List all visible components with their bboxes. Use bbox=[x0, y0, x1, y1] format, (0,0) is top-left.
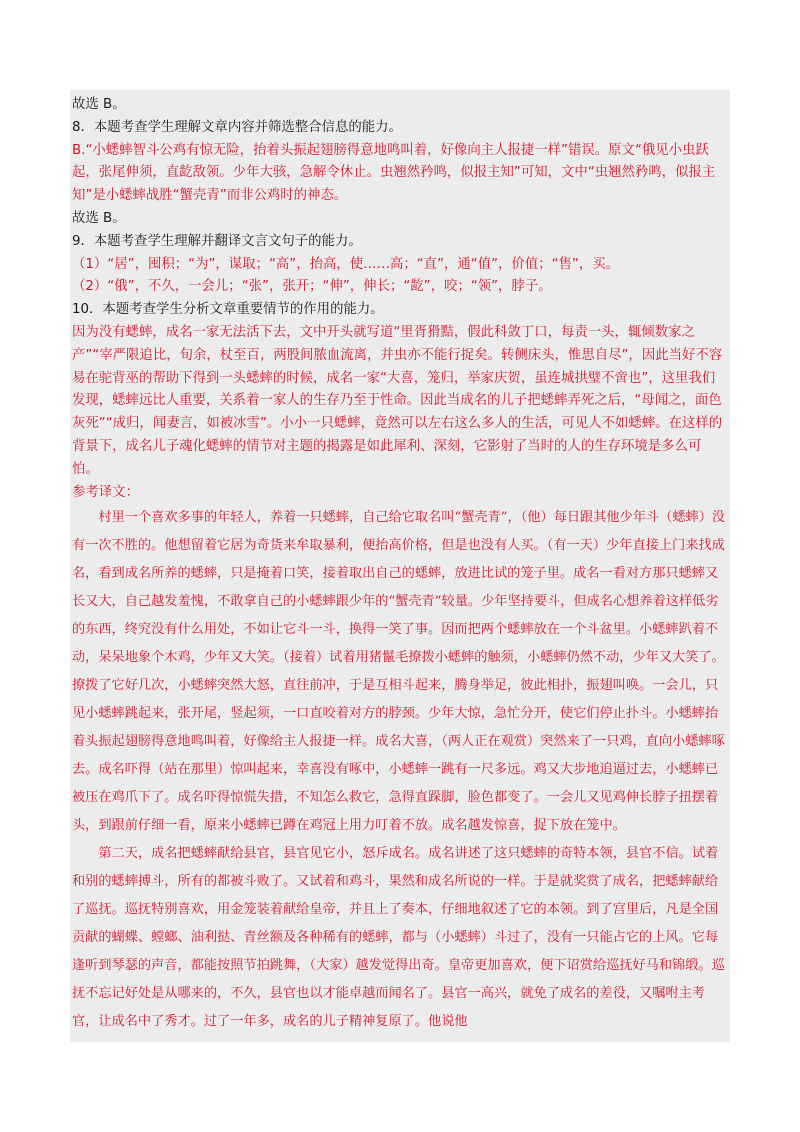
answer-line-2: 故选 B。 bbox=[72, 210, 126, 226]
question-9-heading: 9．本题考查学生理解并翻译文言文句子的能力。 bbox=[72, 233, 362, 249]
question-10-heading: 10．本题考查学生分析文章重要情节的作用的能力。 bbox=[72, 302, 384, 318]
question-8-explanation: B.“小蟋蟀智斗公鸡有惊无险，抬着头振起翅膀得意地鸣叫着，好像向主人报捷一样”错误。原文“俄见小虫跃起，张尾伸须，直龁敌领。少年大骇，急解令休止。虫翘然矜鸣，似报主知”可知，文中“虫翘然矜鸣，似报主知”是小蟋蟀战胜“蟹壳青”而非公鸡时的神态。 bbox=[72, 142, 716, 204]
answer-analysis-block bbox=[70, 90, 730, 1042]
question-10-explanation: 因为没有蟋蟀，成名一家无法活下去，文中开头就写道“里胥猾黠，假此科敛丁口，每责一头，辄倾数家之产”“宰严限追比，旬余，杖至百，两股间脓血流离，并虫亦不能行捉矣。转侧床头，惟思自尽”，因此当好不容易在驼背巫的帮助下得到一头蟋蟀的时候，成名一家“大喜，笼归，举家庆贺，虽连城拱璧不啻也”，这里我们发现，蟋蟀远比人重要，关系着一家人的生存乃至于性命。因此当成名的儿子把蟋蟀弄死之后，“母闻之，面色灰死”“成归，闻妻言，如被冰雪”。小小一只蟋蟀，竟然可以左右这么多人的生活，可见人不如蟋蟀。在这样的背景下，成名儿子魂化蟋蟀的情节对主题的揭露是如此犀利、深刻，它影射了当时的人的生存环境是多么可怕。 bbox=[72, 324, 723, 477]
question-8-heading: 8．本题考查学生理解文章内容并筛选整合信息的能力。 bbox=[72, 119, 402, 135]
translation-paragraph-1: 村里一个喜欢多事的年轻人，养着一只蟋蟀，自己给它取名叫“蟹壳青”，（他）每日跟其他少年斗（蟋蟀）没有一次不胜的。他想留着它居为奇货来牟取暴利，便抬高价格，但是也没有人买。（有一天）少年直接上门来找成名，看到成名所养的蟋蟀，只是掩着口笑，接着取出自己的蟋蟀，放进比试的笼子里。成名一看对方那只蟋蟀又长又大，自己越发羞愧，不敢拿自己的小蟋蟀跟少年的“蟹壳青”较量。少年坚持要斗，但成名心想养着这样低劣的东西，终究没有什么用处，不如让它斗一斗，换得一笑了事。因而把两个蟋蟀放在一个斗盆里。小蟋蟀趴着不动，呆呆地象个木鸡，少年又大笑。（接着）试着用猪鬣毛撩拨小蟋蟀的触须，小蟋蟀仍然不动，少年又大笑了。撩拨了它好几次，小蟋蟀突然大怒，直往前冲，于是互相斗起来，腾身举足，彼此相扑，振翅叫唤。一会儿，只见小蟋蟀跳起来，张开尾，竖起须，一口直咬着对方的脖颈。少年大惊，急忙分开，使它们停止扑斗。小蟋蟀抬着头振起翅膀得意地鸣叫着，好像给主人报捷一样。成名大喜，（两人正在观赏）突然来了一只鸡，直向小蟋蟀啄去。成名吓得（站在那里）惊叫起来，幸喜没有啄中，小蟋蟀一跳有一尺多远。鸡又大步地追逼过去，小蟋蟀已被压在鸡爪下了。成名吓得惊慌失措，不知怎么救它，急得直跺脚，脸色都变了。一会儿又见鸡伸长脖子扭摆着头，到跟前仔细一看，原来小蟋蟀已蹲在鸡冠上用力叮着不放。成名越发惊喜，捉下放在笼中。 bbox=[72, 510, 726, 834]
translation-paragraph-2: 第二天，成名把蟋蟀献给县官，县官见它小，怒斥成名。成名讲述了这只蟋蟀的奇特本领，县官不信。试着和别的蟋蟀搏斗，所有的都被斗败了。又试着和鸡斗，果然和成名所说的一样。于是就奖赏了成名，把蟋蟀献给了巡抚。巡抚特别喜欢，用金笼装着献给皇帝，并且上了奏本，仔细地叙述了它的本领。到了宫里后，凡是全国贡献的蝴蝶、螳螂、油利挞、青丝额及各种稀有的蟋蟀，都与（小蟋蟀）斗过了，没有一只能占它的上风。它每逢听到琴瑟的声音，都能按照节拍跳舞，（大家）越发觉得出奇。皇帝更加喜欢，便下诏赏给巡抚好马和锦缎。巡抚不忘记好处是从哪来的，不久，县官也以才能卓越而闻名了。县官一高兴，就免了成名的差役，又嘱咐主考官，让成名中了秀才。过了一年多，成名的儿子精神复原了。他说他 bbox=[72, 846, 725, 1030]
question-9-part-2: （2）“俄”，不久，一会儿；“张”，张开；“伸”，伸长；“龁”，咬；“领”，脖子。 bbox=[72, 279, 552, 295]
question-9-part-1: （1）“居”，囤积；“为”，谋取；“高”，抬高，使……高；“直”，通“值”，价值；“售”，买。 bbox=[72, 256, 620, 272]
translation-label: 参考译文： bbox=[72, 484, 139, 500]
answer-line-1: 故选 B。 bbox=[72, 97, 126, 112]
